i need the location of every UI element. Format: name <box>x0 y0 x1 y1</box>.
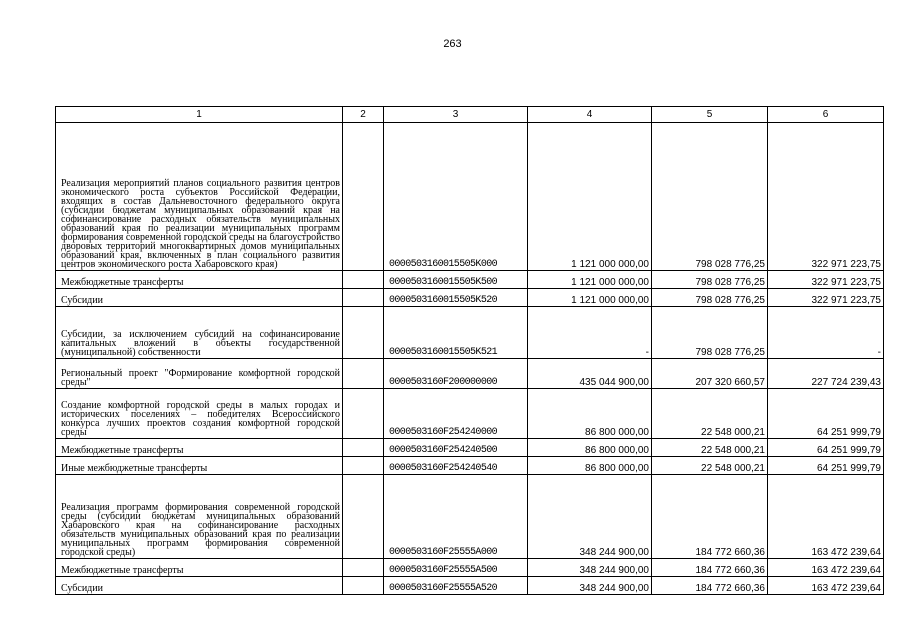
row-code: 0000503160015505K520 <box>384 289 528 307</box>
row-value-4: 1 121 000 000,00 <box>528 271 652 289</box>
row-value-5: 22 548 000,21 <box>652 389 768 439</box>
row-value-6: 64 251 999,79 <box>768 457 884 475</box>
row-code: 0000503160F25555A000 <box>384 475 528 559</box>
table-row <box>56 289 884 307</box>
row-value-6: 64 251 999,79 <box>768 389 884 439</box>
row-name: Иные межбюджетные трансферты <box>56 457 343 475</box>
header-col-5: 5 <box>652 107 768 123</box>
row-value-4: 86 800 000,00 <box>528 389 652 439</box>
header-col-6: 6 <box>768 107 884 123</box>
row-value-6: 163 472 239,64 <box>768 577 884 595</box>
table-row <box>56 123 884 271</box>
header-col-4: 4 <box>528 107 652 123</box>
table-row <box>56 577 884 595</box>
table-row <box>56 439 884 457</box>
row-name: Межбюджетные трансферты <box>56 439 343 457</box>
header-col-2: 2 <box>343 107 384 123</box>
row-name: Субсидии, за исключением субсидий на софинансирование капитальных вложений в объекты государственной (муниципальной) собственности <box>56 307 343 359</box>
row-code: 0000503160F254240000 <box>384 389 528 439</box>
row-col2 <box>343 559 384 577</box>
row-value-5: 798 028 776,25 <box>652 123 768 271</box>
row-name: Реализация мероприятий планов социального развития центров экономического роста субъектов Российской Федерации, входящих в состав Дальневосточного федерального округа (субсидии бюджетам муниципальных образований края на софинансирование расходных обязательств муниципальных образований края по реализации муниципальных программ формирования современной городской среды на благоустройство дворовых территорий многоквартирных домов муниципальных образований края, включенных в план социального развития центров экономического роста Хабаровского края) <box>56 123 343 271</box>
page-number: 263 <box>443 38 462 50</box>
row-value-4: 86 800 000,00 <box>528 457 652 475</box>
row-value-6: 163 472 239,64 <box>768 559 884 577</box>
header-row <box>56 107 884 123</box>
row-code: 0000503160F25555A520 <box>384 577 528 595</box>
row-code: 0000503160015505K000 <box>384 123 528 271</box>
row-value-5: 184 772 660,36 <box>652 475 768 559</box>
row-name: Субсидии <box>56 577 343 595</box>
table-row <box>56 271 884 289</box>
row-value-5: 798 028 776,25 <box>652 271 768 289</box>
row-value-5: 184 772 660,36 <box>652 577 768 595</box>
row-value-6: 322 971 223,75 <box>768 123 884 271</box>
row-col2 <box>343 359 384 389</box>
row-value-6: 227 724 239,43 <box>768 359 884 389</box>
row-value-4: 86 800 000,00 <box>528 439 652 457</box>
header-col-3: 3 <box>384 107 528 123</box>
row-value-4: 348 244 900,00 <box>528 475 652 559</box>
row-col2 <box>343 475 384 559</box>
header-col-1: 1 <box>56 107 343 123</box>
row-name: Создание комфортной городской среды в малых городах и исторических поселениях – победителях Всероссийского конкурса лучших проектов создания комфортной городской среды <box>56 389 343 439</box>
table-row <box>56 307 884 359</box>
row-value-5: 22 548 000,21 <box>652 439 768 457</box>
row-value-6: 322 971 223,75 <box>768 289 884 307</box>
row-value-5: 22 548 000,21 <box>652 457 768 475</box>
row-col2 <box>343 577 384 595</box>
table-row <box>56 389 884 439</box>
row-col2 <box>343 123 384 271</box>
row-value-6: - <box>768 307 884 359</box>
row-name: Реализация программ формирования современной городской среды (субсидии бюджетам муниципальных образований Хабаровского края на софинансирование расходных обязательств муниципальных образований края по реализации муниципальных программ формирования современной городской среды) <box>56 475 343 559</box>
row-code: 0000503160015505K500 <box>384 271 528 289</box>
table-row <box>56 559 884 577</box>
table-body <box>56 123 884 595</box>
row-col2 <box>343 439 384 457</box>
row-col2 <box>343 289 384 307</box>
row-value-4: 1 121 000 000,00 <box>528 289 652 307</box>
table-row <box>56 457 884 475</box>
row-name: Региональный проект "Формирование комфортной городской среды" <box>56 359 343 389</box>
row-value-6: 64 251 999,79 <box>768 439 884 457</box>
row-value-4: 435 044 900,00 <box>528 359 652 389</box>
row-value-5: 798 028 776,25 <box>652 289 768 307</box>
table-header <box>56 107 884 123</box>
row-name: Субсидии <box>56 289 343 307</box>
row-col2 <box>343 271 384 289</box>
row-code: 0000503160F200000000 <box>384 359 528 389</box>
row-col2 <box>343 307 384 359</box>
row-value-4: - <box>528 307 652 359</box>
budget-table <box>55 106 884 595</box>
row-value-6: 163 472 239,64 <box>768 475 884 559</box>
row-col2 <box>343 457 384 475</box>
row-value-5: 798 028 776,25 <box>652 307 768 359</box>
row-col2 <box>343 389 384 439</box>
row-value-5: 207 320 660,57 <box>652 359 768 389</box>
row-value-5: 184 772 660,36 <box>652 559 768 577</box>
row-code: 0000503160F254240540 <box>384 457 528 475</box>
row-code: 0000503160015505K521 <box>384 307 528 359</box>
table-row <box>56 359 884 389</box>
row-code: 0000503160F25555A500 <box>384 559 528 577</box>
row-value-6: 322 971 223,75 <box>768 271 884 289</box>
row-name: Межбюджетные трансферты <box>56 559 343 577</box>
row-value-4: 1 121 000 000,00 <box>528 123 652 271</box>
row-value-4: 348 244 900,00 <box>528 559 652 577</box>
row-value-4: 348 244 900,00 <box>528 577 652 595</box>
row-code: 0000503160F254240500 <box>384 439 528 457</box>
table-row <box>56 475 884 559</box>
row-name: Межбюджетные трансферты <box>56 271 343 289</box>
